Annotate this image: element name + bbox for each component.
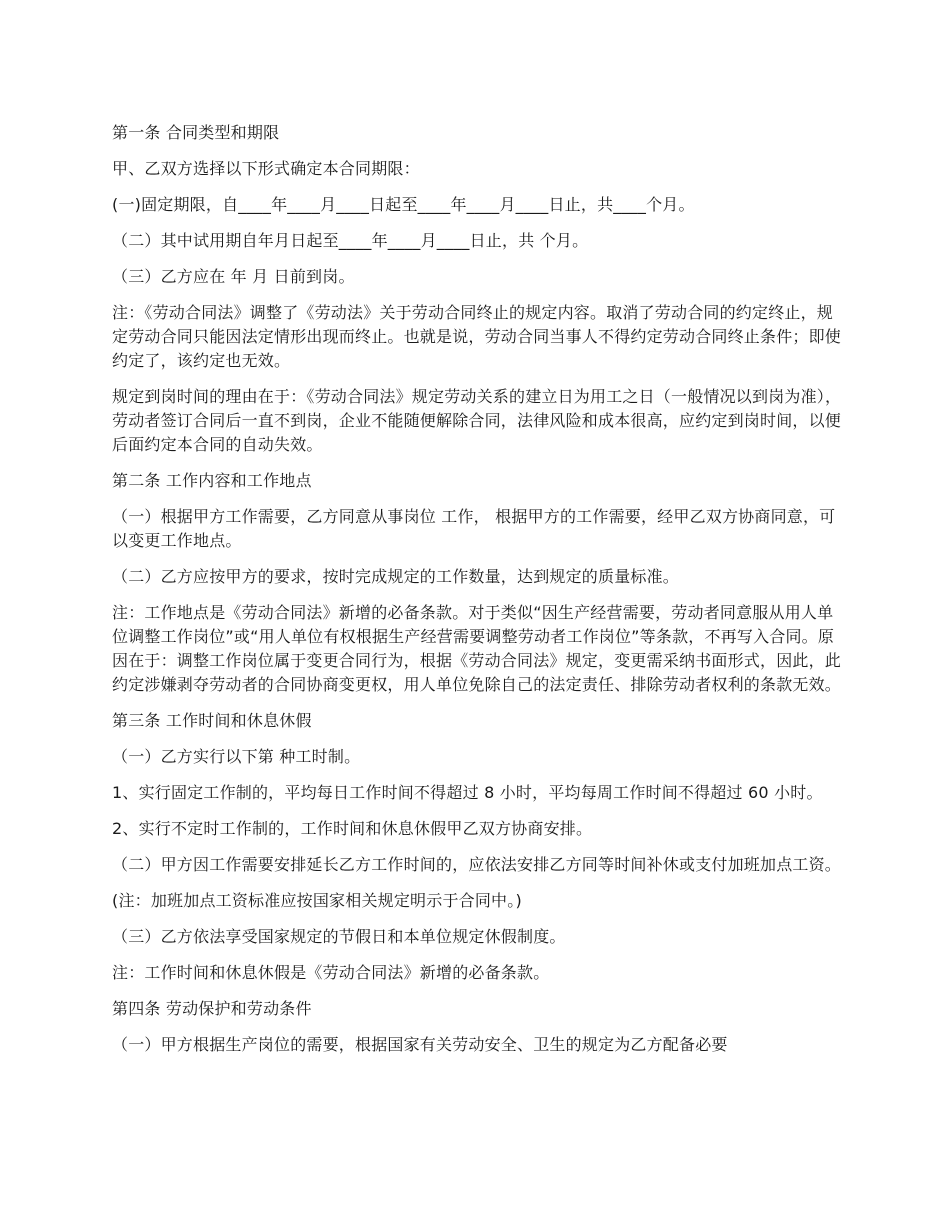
paragraph: 1、实行固定工作制的，平均每日工作时间不得超过 8 小时，平均每周工作时间不得超过 60 小时。	[112, 783, 823, 802]
paragraph: （一）甲方根据生产岗位的需要，根据国家有关劳动安全、卫生的规定为乙方配备必要	[112, 1035, 728, 1054]
paragraph: 2、实行不定时工作制的，工作时间和休息休假甲乙双方协商安排。	[112, 819, 593, 838]
paragraph: （三）乙方应在 年 月 日前到岗。	[112, 267, 355, 286]
document-body	[112, 121, 842, 1069]
article-heading: 第二条 工作内容和工作地点	[112, 471, 312, 490]
note-paragraph: (注：加班加点工资标准应按国家相关规定明示于合同中。)	[112, 891, 522, 910]
note-paragraph: 注：工作地点是《劳动合同法》新增的必备条款。对于类似“因生产经营需要，劳动者同意服从用人单位调整工作岗位”或“用人单位有权根据生产经营需要调整劳动者工作岗位”等条款，不再写入合同。原因在于：调整工作岗位属于变更合同行为，根据《劳动合同法》规定，变更需采纳书面形式，因此，此约定涉嫌剥夺劳动者的合同协商变更权，用人单位免除自己的法定责任、排除劳动者权利的条款无效。	[112, 603, 842, 694]
article-heading: 第一条 合同类型和期限	[112, 123, 280, 142]
note-paragraph: 注：《劳动合同法》调整了《劳动法》关于劳动合同终止的规定内容。取消了劳动合同的约定终止，规定劳动合同只能因法定情形出现而终止。也就是说，劳动合同当事人不得约定劳动合同终止条件；即使约定了，该约定也无效。	[112, 303, 842, 370]
note-paragraph: 注：工作时间和休息休假是《劳动合同法》新增的必备条款。	[112, 963, 550, 982]
paragraph: (一)固定期限，自____年____月____日起至____年____月____日止，共____个月。	[112, 195, 695, 214]
paragraph: （二）乙方应按甲方的要求，按时完成规定的工作数量，达到规定的质量标准。	[112, 567, 680, 586]
paragraph: 规定到岗时间的理由在于：《劳动合同法》规定劳动关系的建立日为用工之日（一般情况以到岗为准），劳动者签订合同后一直不到岗，企业不能随便解除合同，法律风险和成本很高，应约定到岗时间，以便后面约定本合同的自动失效。	[112, 387, 842, 454]
paragraph: （一）乙方实行以下第 种工时制。	[112, 747, 361, 766]
paragraph: 甲、乙双方选择以下形式确定本合同期限：	[112, 159, 420, 178]
paragraph: （一）根据甲方工作需要，乙方同意从事岗位 工作， 根据甲方的工作需要，经甲乙双方协商同意，可以变更工作地点。	[112, 507, 836, 550]
article-heading: 第三条 工作时间和休息休假	[112, 711, 312, 730]
article-heading: 第四条 劳动保护和劳动条件	[112, 999, 312, 1018]
paragraph: （二）甲方因工作需要安排延长乙方工作时间的，应依法安排乙方同等时间补休或支付加班加点工资。	[112, 855, 842, 874]
paragraph: （三）乙方依法享受国家规定的节假日和本单位规定休假制度。	[112, 927, 566, 946]
paragraph: （二）其中试用期自年月日起至____年____月____日止，共 个月。	[112, 231, 589, 250]
